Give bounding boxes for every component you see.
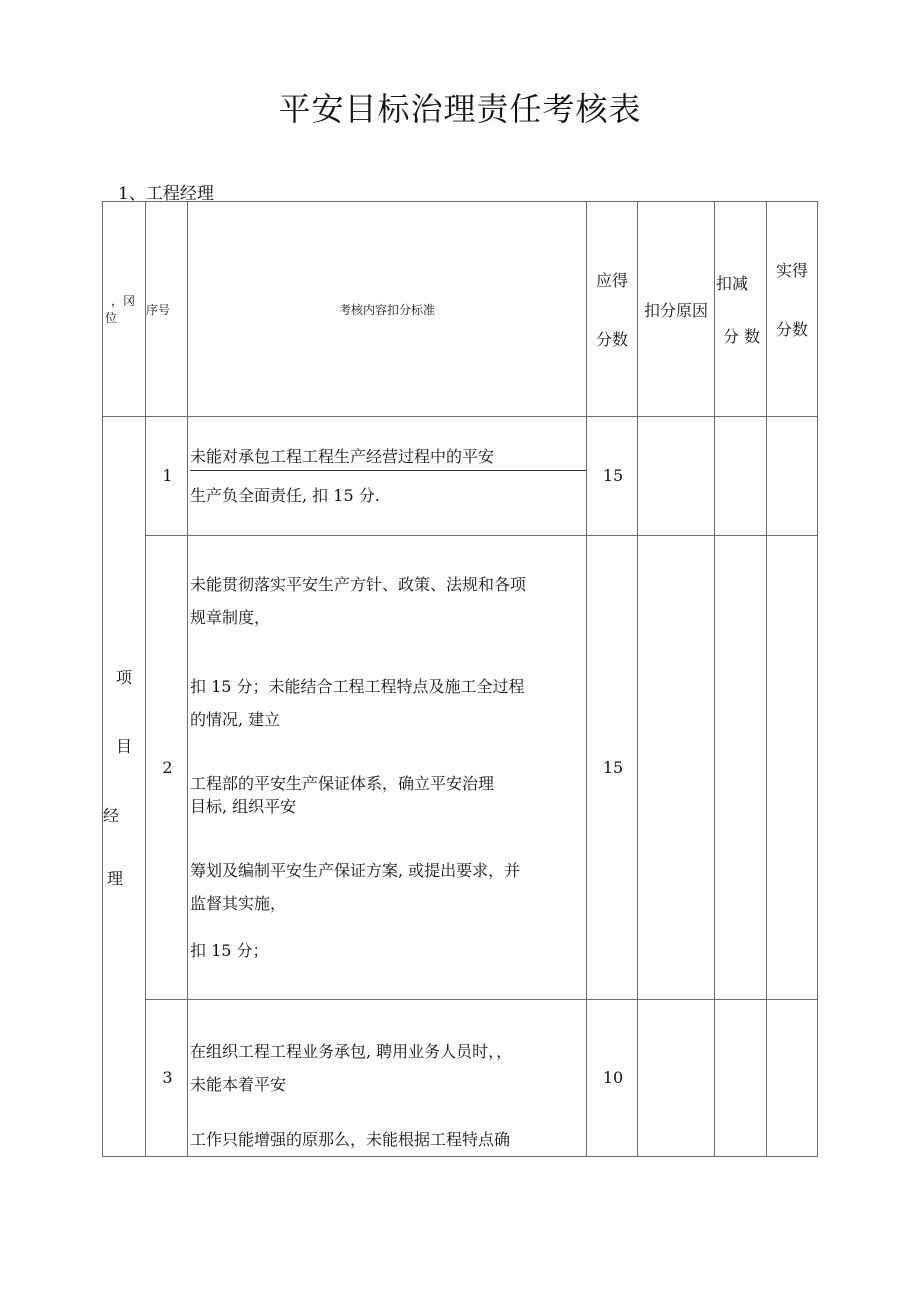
content-line: 未能贯彻落实平安生产方针、政策、法规和各项 xyxy=(190,575,527,594)
header-row xyxy=(103,202,818,417)
position-char: 经 xyxy=(103,806,120,825)
content-line: 生产负全面责任, 扣 15 分. xyxy=(190,485,380,505)
content-line: 工作只能增强的原那么，未能根据工程特点确 xyxy=(190,1130,511,1149)
assessment-table xyxy=(102,201,818,1157)
position-char: 理 xyxy=(107,869,124,888)
header-due-line1: 应得 xyxy=(595,271,628,290)
header-actual-line1: 实得 xyxy=(775,261,808,280)
seq-cell: 1 xyxy=(146,417,188,536)
section-heading: 1、工程经理 xyxy=(118,184,214,204)
seq-cell: 2 xyxy=(146,536,188,1000)
actual-cell[interactable] xyxy=(767,417,818,536)
content-line: 筹划及编制平安生产保证方案, 或提出要求，并 xyxy=(190,861,521,880)
header-position-line1: ，冈 xyxy=(111,294,136,308)
header-position xyxy=(103,202,146,417)
header-seq-label: 序号 xyxy=(146,302,171,317)
content-cell xyxy=(188,1000,587,1157)
actual-cell[interactable] xyxy=(767,536,818,1000)
content-cell xyxy=(188,417,587,536)
content-cell xyxy=(188,536,587,1000)
header-actual xyxy=(767,202,818,417)
header-deducted-line1: 扣减 xyxy=(716,274,749,293)
position-cell xyxy=(103,417,146,1157)
content-line: 规章制度， xyxy=(190,608,271,627)
content-line: 扣 15 分； xyxy=(190,941,269,960)
content-line: 监督其实施， xyxy=(190,894,287,913)
header-content-label: 考核内容扣分标准 xyxy=(338,302,435,317)
deducted-cell[interactable] xyxy=(715,417,767,536)
table-row xyxy=(103,536,818,1000)
header-deducted xyxy=(715,202,767,417)
header-reason xyxy=(638,202,715,417)
position-char: 项 xyxy=(115,668,132,687)
position-char: 目 xyxy=(115,737,132,756)
reason-cell[interactable] xyxy=(638,417,715,536)
due-score-cell: 15 xyxy=(587,536,638,1000)
reason-cell[interactable] xyxy=(638,1000,715,1157)
content-line: 未能本着平安 xyxy=(190,1075,287,1094)
content-line: 目标, 组织平安 xyxy=(190,797,297,816)
table-row xyxy=(103,1000,818,1157)
content-line: 的情况, 建立 xyxy=(190,710,281,729)
header-position-line2: 位 xyxy=(105,311,118,325)
content-line: 在组织工程工程业务承包, 聘用业务人员时，， xyxy=(190,1042,513,1061)
header-actual-line2: 分数 xyxy=(775,320,808,339)
content-line: 工程部的平安生产保证体系，确立平安治理 xyxy=(190,774,495,793)
header-reason-label: 扣分原因 xyxy=(643,300,708,320)
reason-cell[interactable] xyxy=(638,536,715,1000)
header-content xyxy=(188,202,587,417)
actual-cell[interactable] xyxy=(767,1000,818,1157)
seq-cell: 3 xyxy=(146,1000,188,1157)
due-score-cell: 15 xyxy=(587,417,638,536)
deducted-cell[interactable] xyxy=(715,1000,767,1157)
header-deducted-line2: 分 数 xyxy=(723,327,761,346)
table-row xyxy=(103,417,818,536)
due-score-cell: 10 xyxy=(587,1000,638,1157)
document-title: 平安目标治理责任考核表 xyxy=(278,90,642,128)
header-seq xyxy=(146,202,188,417)
content-line: 扣 15 分；未能结合工程工程特点及施工全过程 xyxy=(190,677,525,696)
deducted-cell[interactable] xyxy=(715,536,767,1000)
header-due-line2: 分数 xyxy=(595,330,628,349)
header-due-score xyxy=(587,202,638,417)
content-line: 未能对承包工程工程生产经营过程中的平安 xyxy=(190,446,587,471)
